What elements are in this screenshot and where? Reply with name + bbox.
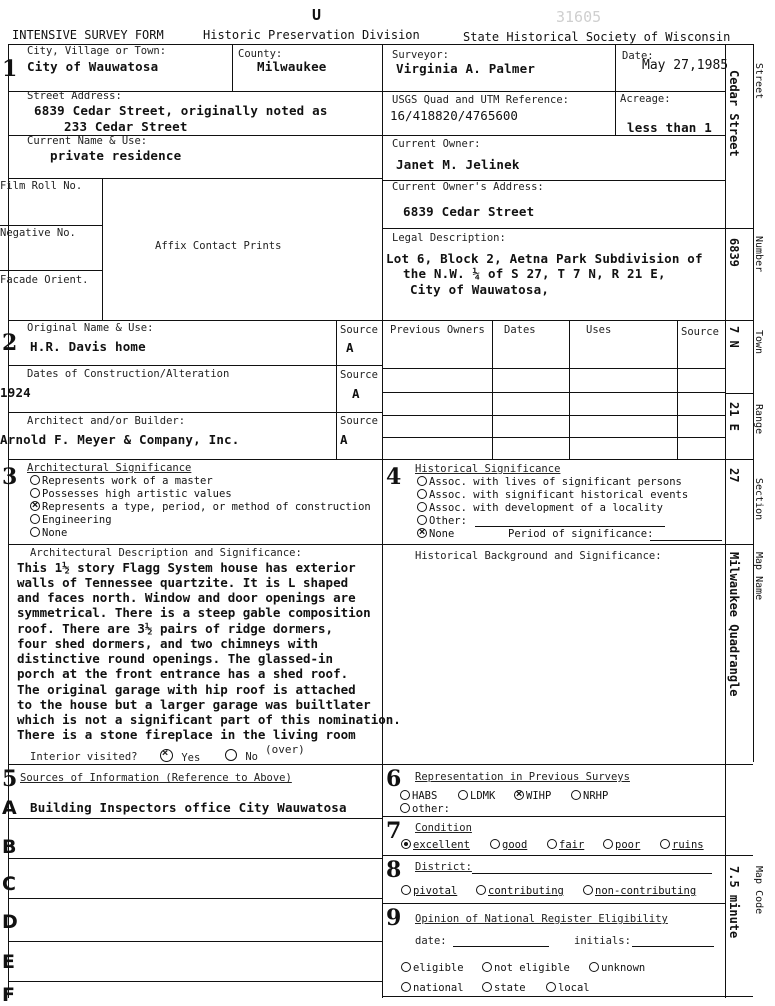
district-title: District:: [415, 861, 472, 873]
eligibility-option-national[interactable]: [401, 982, 464, 994]
option-label: other:: [412, 803, 450, 815]
arch-option-none[interactable]: [30, 527, 67, 539]
radio-icon: [589, 962, 599, 972]
architect-value[interactable]: Arnold F. Meyer & Company, Inc.: [0, 432, 240, 447]
sources-title: Sources of Information (Reference to Above): [20, 772, 292, 784]
rule-county: [232, 44, 233, 91]
city-label: City, Village or Town:: [27, 45, 167, 57]
radio-icon: [30, 527, 40, 537]
radio-icon: [30, 488, 40, 498]
historical-background-label: Historical Background and Significance:: [415, 550, 662, 562]
condition-option-good[interactable]: [490, 839, 527, 851]
district-option-pivotal[interactable]: [401, 885, 457, 897]
rule-sec3-top: [8, 459, 753, 460]
radio-icon: [401, 885, 411, 895]
rule-prev-uses: [569, 320, 570, 459]
option-label: national: [413, 982, 464, 994]
rule-sec5-a: [8, 818, 382, 819]
eligibility-date-line[interactable]: [453, 946, 549, 947]
option-label: contributing: [488, 885, 564, 897]
radio-icon: [417, 515, 427, 525]
current-owner-value[interactable]: Janet M. Jelinek: [396, 157, 520, 172]
header-mark: U: [312, 6, 322, 24]
eligibility-option-state[interactable]: [482, 982, 526, 994]
construction-dates-value[interactable]: 1924: [0, 385, 31, 400]
sidebar-map-name-value: Milwaukee Quadrangle: [727, 552, 741, 697]
section-number-9: 9: [386, 905, 402, 931]
description-line: There is a stone fireplace in the living room: [17, 727, 356, 742]
radio-icon: [547, 839, 557, 849]
district-option-non-contributing[interactable]: [583, 885, 696, 897]
description-line: four shed dormers, and two chimneys with: [17, 636, 319, 651]
radio-checked-icon: [514, 790, 524, 800]
option-label: LDMK: [470, 790, 496, 802]
option-label: Assoc. with lives of significant persons: [429, 476, 682, 488]
usgs-label: USGS Quad and UTM Reference:: [392, 94, 570, 106]
form-title: INTENSIVE SURVEY FORM: [12, 28, 164, 42]
architect-source-label: Source: [340, 415, 378, 427]
owner-address-value[interactable]: 6839 Cedar Street: [403, 204, 535, 219]
rule-prev-2: [382, 392, 725, 393]
radio-icon: [660, 839, 670, 849]
current-name-use-value[interactable]: private residence: [50, 148, 182, 163]
option-label: No: [245, 751, 258, 763]
rule-prev-3: [382, 415, 725, 416]
legal-description-label: Legal Description:: [392, 232, 506, 244]
radio-icon: [476, 885, 486, 895]
option-label: ruins: [672, 839, 704, 851]
option-label: HABS: [412, 790, 438, 802]
sidebar-number-label: Number: [753, 236, 764, 273]
rule-right: [753, 44, 754, 762]
option-label: Possesses high artistic values: [42, 488, 232, 500]
acreage-value[interactable]: less than 1: [627, 120, 712, 135]
description-line: porch at the front entrance has a shed roof.: [17, 666, 349, 681]
street-value-line2[interactable]: 233 Cedar Street: [64, 119, 188, 134]
option-label: Engineering: [42, 514, 112, 526]
rule-prev-4: [382, 437, 725, 438]
option-label: local: [558, 982, 590, 994]
date-label: Date:: [622, 50, 654, 62]
previous-uses-header: Uses: [586, 324, 612, 336]
option-label: eligible: [413, 962, 464, 974]
rule-sec7-top: [382, 816, 725, 817]
owner-address-label: Current Owner's Address:: [392, 181, 544, 193]
rule-sec5-e: [8, 981, 382, 982]
option-label: Represents work of a master: [42, 475, 213, 487]
hist-option-locality[interactable]: [417, 502, 663, 514]
negative-label: Negative No.: [0, 227, 76, 239]
previous-dates-header: Dates: [504, 324, 536, 336]
acreage-label: Acreage:: [620, 93, 671, 105]
eligibility-title: Opinion of National Register Eligibility: [415, 913, 668, 925]
option-label: Other:: [429, 515, 467, 527]
option-label: fair: [559, 839, 585, 851]
eligibility-option-not-eligible[interactable]: [482, 962, 570, 974]
radio-icon: [401, 962, 411, 972]
sidebar-number-value: 6839: [727, 238, 741, 267]
current-name-use-label: Current Name & Use:: [27, 135, 148, 147]
district-option-contributing[interactable]: [476, 885, 564, 897]
rule-sidebar: [725, 44, 726, 998]
surveyor-value[interactable]: Virginia A. Palmer: [396, 61, 536, 76]
rule-photo: [102, 178, 103, 320]
condition-option-fair[interactable]: [547, 839, 584, 851]
arch-option-type[interactable]: [30, 501, 371, 513]
option-label: not eligible: [494, 962, 570, 974]
current-owner-label: Current Owner:: [392, 138, 481, 150]
rule-sec1-r-mid4: [382, 228, 725, 229]
survey-option-habs[interactable]: [400, 790, 437, 802]
radio-icon: [458, 790, 468, 800]
rule-sidebar-2: [725, 393, 753, 394]
rule-sec2-a: [8, 365, 382, 366]
street-value-line1[interactable]: 6839 Cedar Street, originally noted as: [34, 103, 328, 118]
rule-sec5-top: [8, 764, 753, 765]
radio-icon: [583, 885, 593, 895]
original-name-value[interactable]: H.R. Davis home: [30, 339, 146, 354]
previous-surveys-title: Representation in Previous Surveys: [415, 771, 630, 783]
rule-sec2-top: [8, 320, 753, 321]
rule-sec8-top: [382, 855, 753, 856]
hist-option-none[interactable]: [417, 528, 454, 540]
interior-no-option[interactable]: [225, 749, 258, 763]
description-line: symmetrical. There is a steep gable composition: [17, 605, 371, 620]
option-label: None: [429, 528, 455, 540]
radio-checked-icon: [160, 749, 173, 762]
radio-icon: [225, 749, 237, 761]
society-name: State Historical Society of Wisconsin: [463, 30, 731, 44]
over-label: (over): [265, 743, 305, 756]
section-number-7: 7: [386, 818, 402, 844]
sidebar-town-value: 7 N: [727, 326, 741, 348]
radio-icon: [603, 839, 613, 849]
street-label: Street Address:: [27, 90, 122, 102]
dates-source-label: Source: [340, 369, 378, 381]
previous-source-header: Source: [681, 326, 719, 338]
radio-icon: [490, 839, 500, 849]
radio-icon: [482, 982, 492, 992]
period-underline: [650, 540, 722, 541]
rule-negative: [0, 270, 102, 271]
arch-option-engineering[interactable]: [30, 514, 112, 526]
option-label: None: [42, 527, 68, 539]
county-label: County:: [238, 48, 283, 60]
radio-icon: [30, 514, 40, 524]
description-line: walls of Tennessee quartzite. It is L shaped: [17, 575, 349, 590]
sidebar-section-value: 27: [727, 468, 741, 483]
date-value[interactable]: May 27,1985: [642, 58, 729, 73]
description-line: distinctive round openings. The glassed-in: [17, 651, 334, 666]
eligibility-option-unknown[interactable]: [589, 962, 645, 974]
facade-orient-label: Facade Orient.: [0, 274, 89, 286]
rule-prev-1: [382, 368, 725, 369]
source-letter-b: B: [2, 836, 17, 858]
section-number-5: 5: [2, 766, 18, 792]
option-label: excellent: [413, 839, 470, 851]
rule-sec1-r-mid1: [382, 91, 725, 92]
dates-source-value[interactable]: A: [352, 386, 360, 401]
sidebar-range-label: Range: [753, 404, 764, 435]
rule-sec9-top: [382, 903, 725, 904]
interior-yes-option[interactable]: [160, 749, 200, 764]
rule-sec5-c: [8, 898, 382, 899]
radio-icon: [482, 962, 492, 972]
surveyor-label: Surveyor:: [392, 49, 449, 61]
legal-description-line3[interactable]: City of Wauwatosa,: [410, 282, 550, 297]
section-number-6: 6: [386, 766, 402, 792]
hist-option-events[interactable]: [417, 489, 688, 501]
rule-prev-source: [677, 320, 678, 459]
radio-icon: [401, 982, 411, 992]
description-line: This 1½ story Flagg System house has exterior: [17, 560, 356, 575]
sidebar-section-label: Section: [753, 478, 764, 521]
radio-icon: [546, 982, 556, 992]
division-name: Historic Preservation Division: [203, 28, 420, 42]
radio-icon: [30, 475, 40, 485]
original-source-label: Source: [340, 324, 378, 336]
interior-visited-label: Interior visited?: [30, 751, 138, 763]
description-line: to the house but a larger garage was builtlater: [17, 697, 371, 712]
radio-checked-icon: [417, 528, 427, 538]
eligibility-date-label: date:: [415, 935, 447, 947]
source-letter-d: D: [2, 911, 18, 933]
eligibility-initials-line[interactable]: [632, 946, 714, 947]
description-line: and faces north. Window and door openings are: [17, 590, 356, 605]
film-roll-label: Film Roll No.: [0, 180, 83, 192]
header-stamp: 31605: [556, 8, 602, 26]
survey-option-ldmk[interactable]: [458, 790, 495, 802]
contact-prints-label: Affix Contact Prints: [155, 240, 282, 252]
arch-description-label: Architectural Description and Significance:: [30, 547, 302, 559]
condition-option-excellent[interactable]: [401, 839, 470, 851]
sidebar-map-code-value: 7.5 minute: [727, 866, 741, 939]
option-label: state: [494, 982, 526, 994]
option-label: Assoc. with development of a locality: [429, 502, 663, 514]
eligibility-initials-label: initials:: [574, 935, 631, 947]
eligibility-option-eligible[interactable]: [401, 962, 464, 974]
condition-title: Condition: [415, 822, 472, 834]
source-letter-a: A: [2, 797, 17, 819]
sidebar-street-label: Street: [753, 63, 764, 100]
section-number-3: 3: [2, 464, 18, 490]
rule-desc-top: [8, 544, 753, 545]
radio-icon: [400, 803, 410, 813]
section-number-8: 8: [386, 857, 402, 883]
period-of-significance-label: Period of significance:: [508, 528, 654, 540]
rule-sec5-b: [8, 858, 382, 859]
option-label: Yes: [181, 752, 201, 764]
county-value[interactable]: Milwaukee: [257, 59, 327, 74]
option-label: good: [502, 839, 528, 851]
architect-label: Architect and/or Builder:: [27, 415, 186, 427]
rule-prev-dates: [492, 320, 493, 459]
radio-icon: [571, 790, 581, 800]
sidebar-town-label: Town: [753, 330, 764, 355]
arch-option-master[interactable]: [30, 475, 213, 487]
sidebar-street-value: Cedar Street: [727, 70, 741, 157]
construction-dates-label: Dates of Construction/Alteration: [27, 368, 230, 380]
architectural-significance-title: Architectural Significance: [27, 462, 192, 474]
source-letter-f: F: [2, 984, 15, 1006]
radio-icon: [417, 476, 427, 486]
rule-center: [382, 44, 383, 998]
rule-sec1-r-mid2: [382, 135, 725, 136]
hist-option-persons[interactable]: [417, 476, 682, 488]
condition-option-poor[interactable]: [603, 839, 640, 851]
rule-sec1-l-mid3: [8, 178, 382, 179]
condition-option-ruins[interactable]: [660, 839, 704, 851]
option-label: Represents a type, period, or method of construction: [42, 501, 371, 513]
option-label: NRHP: [583, 790, 609, 802]
sidebar-map-code-label: Map Code: [753, 866, 764, 915]
legal-description-line1[interactable]: Lot 6, Block 2, Aetna Park Subdivision of: [386, 251, 703, 266]
description-line: which is not a significant part of this nomination.: [17, 712, 401, 727]
source-letter-e: E: [2, 951, 15, 973]
previous-owners-header: Previous Owners: [390, 324, 485, 336]
rule-sidebar-1: [725, 228, 753, 229]
original-name-label: Original Name & Use:: [27, 322, 154, 334]
survey-option-other[interactable]: [400, 803, 450, 815]
legal-description-line2[interactable]: the N.W. ¼ of S 27, T 7 N, R 21 E,: [403, 266, 666, 281]
section-number-1: 1: [2, 56, 18, 82]
option-label: pivotal: [413, 885, 458, 897]
radio-icon: [400, 790, 410, 800]
option-label: WIHP: [526, 790, 552, 802]
survey-option-wihp[interactable]: [514, 790, 551, 802]
survey-option-nrhp[interactable]: [571, 790, 608, 802]
rule-source-col: [336, 320, 337, 459]
radio-checked-icon: [401, 839, 411, 849]
district-underline: [472, 873, 712, 874]
section-number-4: 4: [386, 464, 402, 490]
sidebar-map-name-label: Map Name: [753, 552, 764, 601]
source-a-value[interactable]: Building Inspectors office City Wauwatosa: [30, 800, 347, 815]
radio-icon: [417, 502, 427, 512]
arch-option-artistic[interactable]: [30, 488, 232, 500]
other-underline: [475, 526, 665, 527]
original-source-value[interactable]: A: [346, 340, 354, 355]
rule-bottom: [382, 996, 753, 997]
option-label: Assoc. with significant historical events: [429, 489, 689, 501]
option-label: non-contributing: [595, 885, 697, 897]
eligibility-option-local[interactable]: [546, 982, 590, 994]
description-line: The original garage with hip roof is attached: [17, 682, 356, 697]
radio-checked-icon: [30, 501, 40, 511]
description-line: roof. There are 3½ pairs of ridge dormers,: [17, 621, 334, 636]
option-label: poor: [615, 839, 641, 851]
rule-sec5-d: [8, 941, 382, 942]
historical-significance-title: Historical Significance: [415, 463, 561, 475]
rule-film: [0, 225, 102, 226]
city-value[interactable]: City of Wauwatosa: [27, 59, 159, 74]
sidebar-range-value: 21 E: [727, 402, 741, 431]
rule-date: [615, 44, 616, 91]
architect-source-value[interactable]: A: [340, 432, 348, 447]
rule-sec2-b: [8, 412, 382, 413]
rule-acreage: [615, 91, 616, 135]
section-number-2: 2: [2, 330, 18, 356]
usgs-value[interactable]: 16/418820/4765600: [390, 108, 518, 123]
source-letter-c: C: [2, 873, 16, 895]
radio-icon: [417, 489, 427, 499]
option-label: unknown: [601, 962, 646, 974]
